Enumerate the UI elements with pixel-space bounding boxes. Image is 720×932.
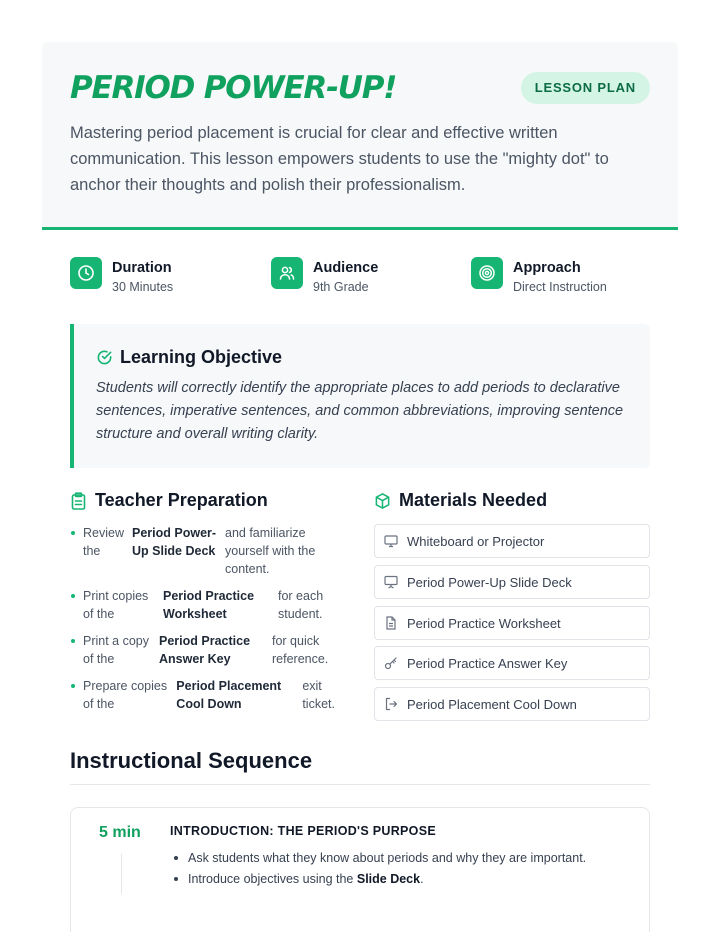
users-icon bbox=[271, 257, 303, 289]
list-item: Print a copy of the Period Practice Answer Key for quick reference. bbox=[70, 632, 350, 668]
objective-title: Learning Objective bbox=[120, 347, 283, 367]
exit-icon bbox=[384, 697, 398, 711]
material-label: Period Power-Up Slide Deck bbox=[407, 574, 572, 590]
list-item: Review the Period Power-Up Slide Deck and familiarize yourself with the content. bbox=[70, 524, 350, 578]
section-title: Materials Needed bbox=[399, 490, 548, 510]
divider bbox=[70, 784, 650, 785]
meta-label: Approach bbox=[513, 260, 581, 276]
objective-text: Students will correctly identify the appropriate places to add periods to declarative sentences, imperative sentences, and common abbreviations, improving sentence structure and overall writing clarity. bbox=[96, 380, 624, 442]
step-bullets bbox=[188, 848, 638, 890]
material-label: Period Practice Worksheet bbox=[407, 615, 561, 631]
clipboard-icon bbox=[70, 492, 87, 510]
box-icon bbox=[374, 492, 391, 510]
meta-value: Direct Instruction bbox=[513, 280, 607, 294]
material-item bbox=[374, 687, 650, 721]
meta-value: 30 Minutes bbox=[112, 280, 174, 294]
check-circle-icon bbox=[96, 349, 113, 366]
lesson-title: PERIOD POWER-UP! bbox=[70, 70, 397, 106]
timeline-line bbox=[121, 854, 122, 894]
instructional-sequence-heading: Instructional Sequence bbox=[70, 748, 313, 773]
material-label: Period Placement Cool Down bbox=[407, 696, 577, 712]
key-icon bbox=[384, 656, 398, 670]
meta-label: Audience bbox=[313, 260, 379, 276]
step-title: INTRODUCTION: THE PERIOD'S PURPOSE bbox=[170, 824, 436, 838]
material-item bbox=[374, 524, 650, 558]
material-label: Period Practice Answer Key bbox=[407, 655, 568, 671]
list-item: Print copies of the Period Practice Worksheet for each student. bbox=[70, 587, 350, 623]
step-duration: 5 min bbox=[99, 824, 141, 841]
material-item bbox=[374, 565, 650, 599]
lesson-header bbox=[42, 42, 678, 230]
lesson-plan-badge: LESSON PLAN bbox=[521, 72, 650, 104]
presentation-icon bbox=[384, 575, 398, 589]
section-title: Teacher Preparation bbox=[95, 490, 268, 510]
monitor-icon bbox=[384, 534, 398, 548]
preparation-list bbox=[70, 524, 350, 722]
document-icon bbox=[384, 616, 398, 630]
material-label: Whiteboard or Projector bbox=[407, 533, 545, 549]
lesson-intro: Mastering period placement is crucial for clear and effective written communication. This lesson empowers students to use the "mighty dot" to anchor their thoughts and polish their professionalism. bbox=[70, 124, 609, 194]
meta-value: 9th Grade bbox=[313, 280, 369, 294]
meta-label: Duration bbox=[112, 260, 172, 276]
list-item: Ask students what they know about periods and why they are important. bbox=[188, 848, 638, 869]
material-item bbox=[374, 646, 650, 680]
learning-objective-card bbox=[70, 324, 650, 468]
materials-needed-heading bbox=[374, 490, 547, 511]
sequence-step bbox=[70, 807, 650, 932]
target-icon bbox=[471, 257, 503, 289]
teacher-preparation-heading bbox=[70, 490, 268, 511]
objective-heading bbox=[96, 347, 282, 368]
list-item: Introduce objectives using the Slide Deck. bbox=[188, 869, 638, 890]
list-item: Prepare copies of the Period Placement Cool Down exit ticket. bbox=[70, 677, 350, 713]
material-item bbox=[374, 606, 650, 640]
clock-icon bbox=[70, 257, 102, 289]
